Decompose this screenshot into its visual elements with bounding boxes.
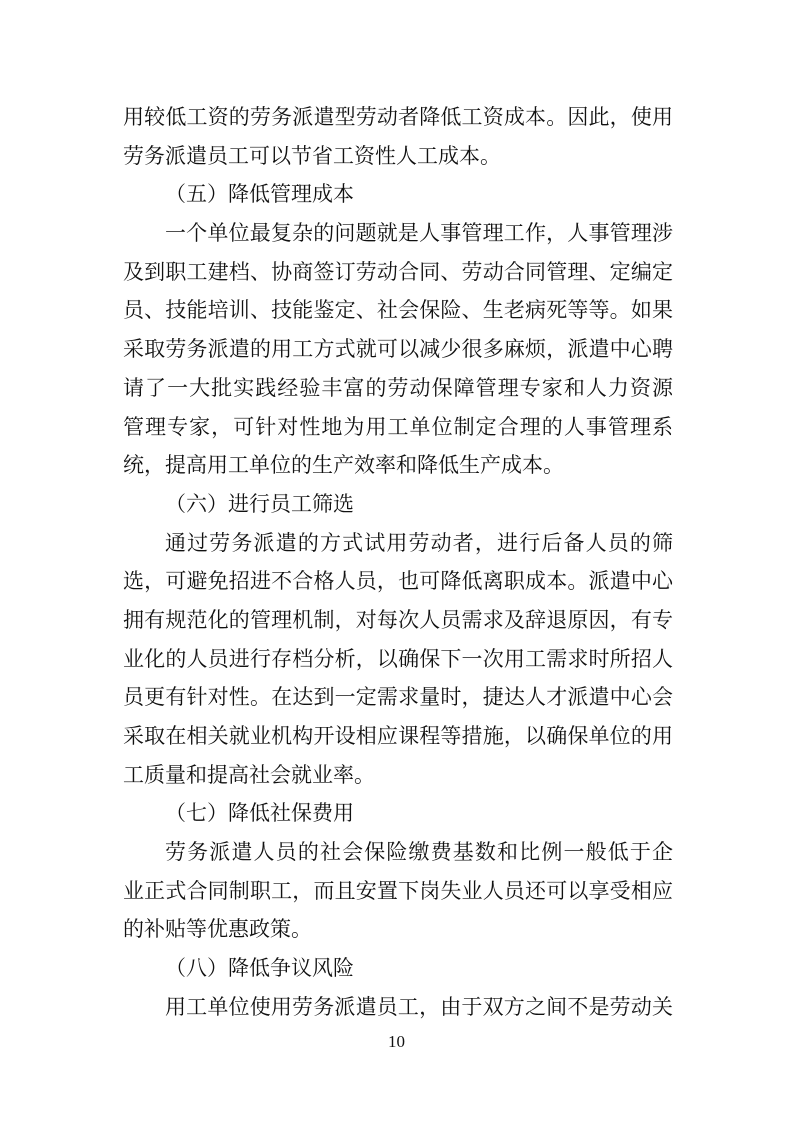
paragraph-line: 劳务派遣员工可以节省工资性人工成本。 xyxy=(123,143,501,168)
paragraph-line: 管理专家，可针对性地为用工单位制定合理的人事管理系 xyxy=(123,414,673,439)
paragraph-line: 统，提高用工单位的生产效率和降低生产成本。 xyxy=(123,453,564,478)
paragraph-line: 选，可避免招进不合格人员，也可降低离职成本。派遣中心 xyxy=(123,569,673,594)
paragraph-line: 劳务派遣人员的社会保险缴费基数和比例一般低于企 xyxy=(165,840,673,865)
section-heading: （八）降低争议风险 xyxy=(165,956,354,981)
body-text xyxy=(123,98,673,1027)
paragraph-line: 用工单位使用劳务派遣员工，由于双方之间不是劳动关 xyxy=(165,994,673,1019)
paragraph-line: 业化的人员进行存档分析，以确保下一次用工需求时所招人 xyxy=(123,646,673,671)
section-heading: （七）降低社保费用 xyxy=(165,801,354,826)
paragraph-line: 拥有规范化的管理机制，对每次人员需求及辞退原因，有专 xyxy=(123,607,673,632)
section-heading: （六）进行员工筛选 xyxy=(165,491,354,516)
paragraph-line: 员更有针对性。在达到一定需求量时，捷达人才派遣中心会 xyxy=(123,685,673,710)
paragraph-line: 一个单位最复杂的问题就是人事管理工作，人事管理涉 xyxy=(165,221,673,246)
paragraph-line: 业正式合同制职工，而且安置下岗失业人员还可以享受相应 xyxy=(123,878,673,903)
paragraph-line: 请了一大批实践经验丰富的劳动保障管理专家和人力资源 xyxy=(123,375,673,400)
paragraph-line: 及到职工建档、协商签订劳动合同、劳动合同管理、定编定 xyxy=(123,259,673,284)
paragraph-line: 的补贴等优惠政策。 xyxy=(123,917,312,942)
paragraph-line: 员、技能培训、技能鉴定、社会保险、生老病死等等。如果 xyxy=(123,298,673,323)
paragraph-line: 通过劳务派遣的方式试用劳动者，进行后备人员的筛 xyxy=(165,530,673,555)
paragraph-line: 用较低工资的劳务派遣型劳动者降低工资成本。因此，使用 xyxy=(123,105,673,129)
paragraph-line: 采取在相关就业机构开设相应课程等措施，以确保单位的用 xyxy=(123,724,673,748)
section-heading: （五）降低管理成本 xyxy=(165,182,354,207)
paragraph-line: 采取劳务派遣的用工方式就可以减少很多麻烦，派遣中心聘 xyxy=(123,337,673,362)
paragraph-line: 工质量和提高社会就业率。 xyxy=(123,762,375,787)
page-number: 10 xyxy=(388,1032,405,1051)
